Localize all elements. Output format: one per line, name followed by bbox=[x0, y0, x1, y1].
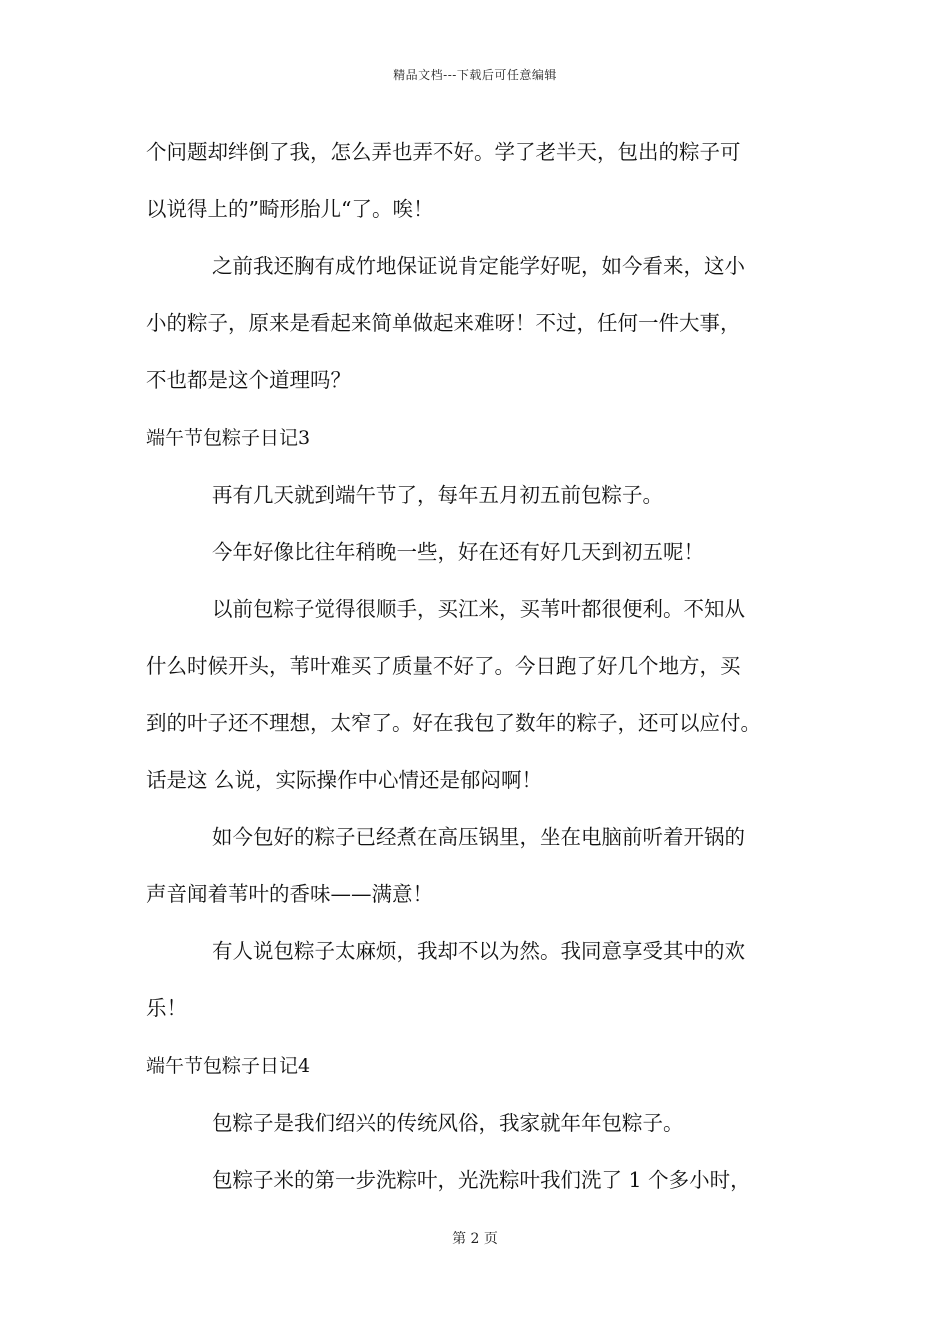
paragraph-first-line: 如今包好的粽子已经煮在高压锅里，坐在电脑前听着开锅的 bbox=[212, 825, 745, 849]
paragraph-first-line: 之前我还胸有成竹地保证说肯定能学好呢，如今看来，这小 bbox=[212, 254, 745, 278]
page-header: 精品文档---下载后可任意编辑 bbox=[393, 68, 557, 82]
paragraph-first-line: 包粽子米的第一步洗粽叶，光洗粽叶我们洗了 1 个多小时， bbox=[212, 1168, 751, 1192]
paragraph-first-line: 以前包粽子觉得很顺手，买江米，买苇叶都很便利。不知从 bbox=[212, 597, 745, 621]
body-line: 什么时候开头，苇叶难买了质量不好了。今日跑了好几个地方，买 bbox=[146, 654, 741, 678]
body-line: 小的粽子，原来是看起来简单做起来难呀！不过，任何一件大事， bbox=[146, 311, 741, 335]
section-heading: 端午节包粽子日记4 bbox=[146, 1055, 311, 1077]
paragraph-first-line: 再有几天就到端午节了，每年五月初五前包粽子。 bbox=[212, 483, 663, 507]
body-line: 乐！ bbox=[146, 996, 187, 1020]
paragraph-first-line: 有人说包粽子太麻烦，我却不以为然。我同意享受其中的欢 bbox=[212, 939, 745, 963]
paragraph-first-line: 今年好像比往年稍晚一些，好在还有好几天到初五呢！ bbox=[212, 540, 704, 564]
body-line: 话是这 么说，实际操作中心情还是郁闷啊！ bbox=[146, 768, 543, 792]
body-line: 不也都是这个道理吗？ bbox=[146, 368, 351, 392]
body-line: 个问题却绊倒了我，怎么弄也弄不好。学了老半天，包出的粽子可 bbox=[146, 140, 741, 164]
body-line: 以说得上的”畸形胎儿“了。唉！ bbox=[146, 197, 434, 221]
section-heading: 端午节包粽子日记3 bbox=[146, 427, 311, 449]
paragraph-first-line: 包粽子是我们绍兴的传统风俗，我家就年年包粽子。 bbox=[212, 1111, 684, 1135]
body-line: 到的叶子还不理想，太窄了。好在我包了数年的粽子，还可以应付。 bbox=[146, 711, 761, 735]
page-number: 第 2 页 bbox=[452, 1231, 498, 1247]
body-line: 声音闻着苇叶的香味——满意！ bbox=[146, 882, 433, 906]
